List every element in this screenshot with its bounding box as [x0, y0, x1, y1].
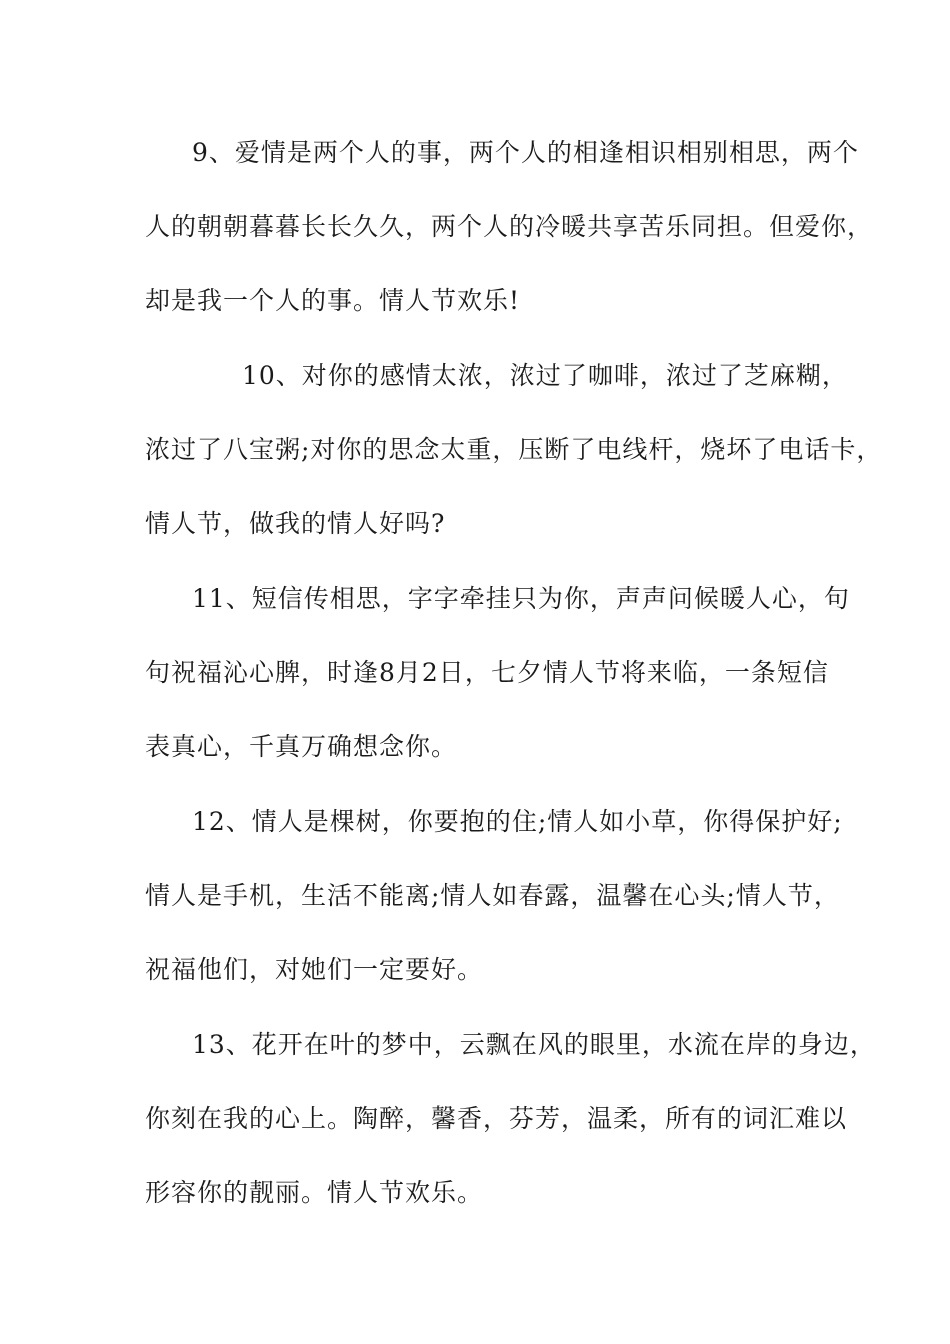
paragraph-9-line-3: 却是我一个人的事。情人节欢乐!	[145, 286, 521, 315]
paragraph-11-line-2: 句祝福沁心脾，时逢8月2日，七夕情人节将来临，一条短信	[145, 658, 829, 687]
paragraph-9-line-1: 9、爱情是两个人的事，两个人的相逢相识相别相思，两个	[192, 138, 859, 167]
paragraph-10-line-1: 10、对你的感情太浓，浓过了咖啡，浓过了芝麻糊，	[242, 361, 848, 390]
paragraph-13-line-1: 13、花开在叶的梦中，云飘在风的眼里，水流在岸的身边，	[192, 1030, 876, 1059]
paragraph-13-line-2: 你刻在我的心上。陶醉，馨香，芬芳，温柔，所有的词汇难以	[145, 1104, 848, 1133]
paragraph-12-line-3: 祝福他们，对她们一定要好。	[145, 955, 484, 984]
paragraph-12-line-1: 12、情人是棵树，你要抱的住;情人如小草，你得保护好;	[192, 807, 843, 836]
paragraph-13-line-3: 形容你的靓丽。情人节欢乐。	[145, 1178, 484, 1207]
paragraph-12-line-2: 情人是手机，生活不能离;情人如春露，温馨在心头;情人节，	[145, 881, 840, 910]
paragraph-10-line-3: 情人节，做我的情人好吗?	[145, 509, 446, 538]
paragraph-11-line-1: 11、短信传相思，字字牵挂只为你，声声问候暖人心，句	[192, 584, 850, 613]
paragraph-9-line-2: 人的朝朝暮暮长长久久，两个人的冷暖共享苦乐同担。但爱你，	[145, 212, 874, 241]
paragraph-11-line-3: 表真心，千真万确想念你。	[145, 732, 458, 761]
paragraph-10-line-2: 浓过了八宝粥;对你的思念太重，压断了电线杆，烧坏了电话卡，	[145, 435, 883, 464]
